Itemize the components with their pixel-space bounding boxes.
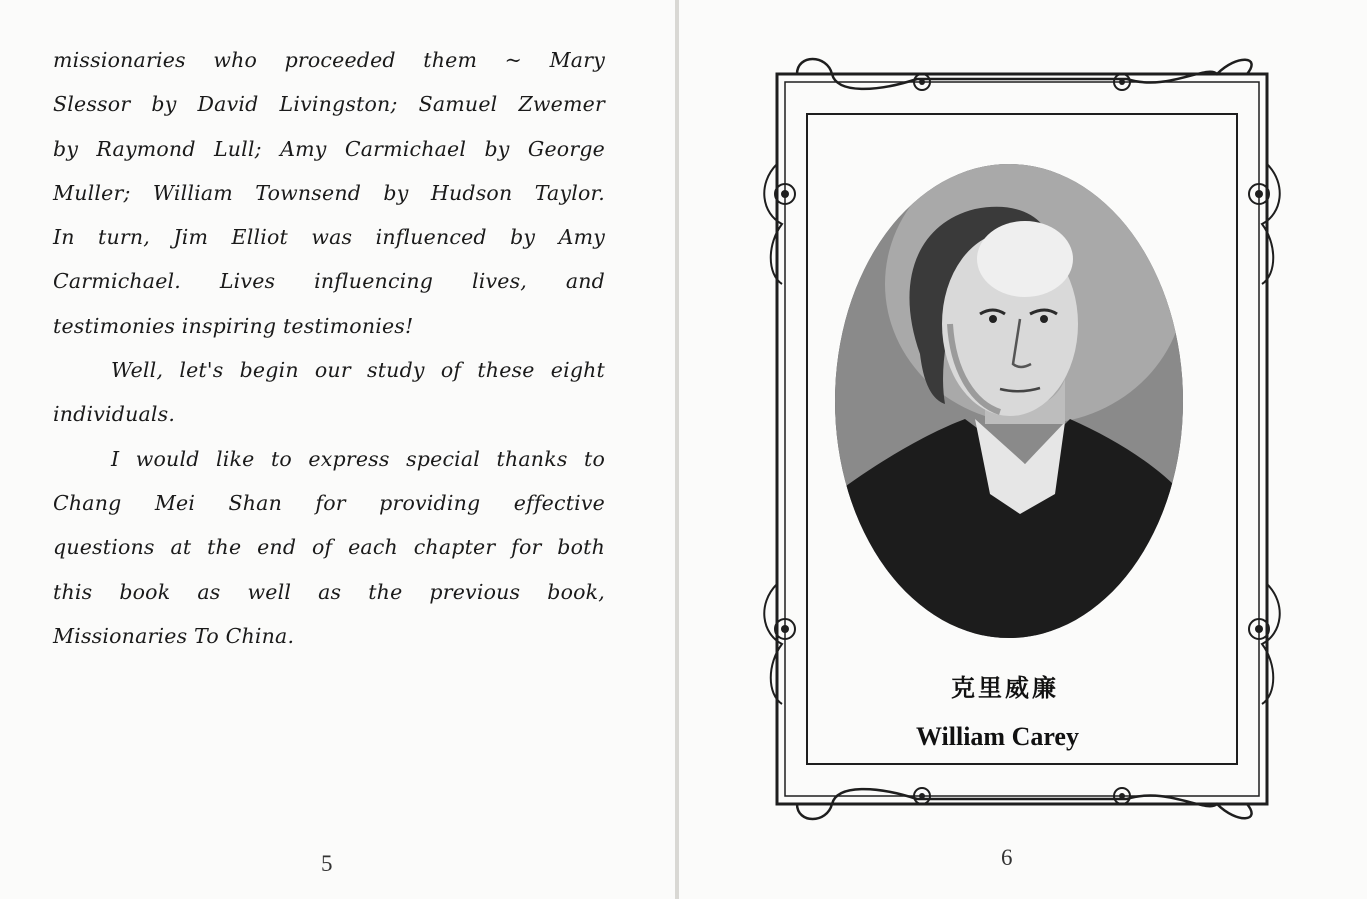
text-line: Missionaries To China. (53, 623, 295, 648)
text-line: this book as well as the previous book, (53, 579, 605, 604)
text-line: individuals. (53, 402, 176, 427)
page-number-right: 6 (1001, 845, 1013, 870)
text-line: testimonies inspiring testimonies! (53, 313, 414, 338)
text-line: questions at the end of each chapter for both (53, 535, 605, 560)
text-line: by Raymond Lull; Amy Carmichael by George (53, 136, 605, 161)
portrait-caption-chinese: 克里威廉 (951, 674, 1059, 702)
text-line: Slessor by David Livingston; Samuel Zwemer (53, 92, 605, 117)
portrait-caption-english: William Carey (916, 722, 1079, 751)
page-number-left: 5 (321, 851, 333, 876)
text-line: Carmichael. Lives influencing lives, and (53, 269, 605, 294)
text-line: In turn, Jim Elliot was influenced by Amy (53, 225, 605, 250)
text-line: Well, let's begin our study of these eight (111, 358, 605, 383)
text-line: missionaries who proceeded them ~ Mary (53, 48, 605, 72)
portrait-image (835, 164, 1183, 638)
text-line: I would like to express special thanks to (111, 446, 605, 471)
body-text (53, 38, 605, 658)
text-line: Chang Mei Shan for providing effective (53, 490, 605, 515)
text-line: Muller; William Townsend by Hudson Taylor. (53, 180, 605, 205)
